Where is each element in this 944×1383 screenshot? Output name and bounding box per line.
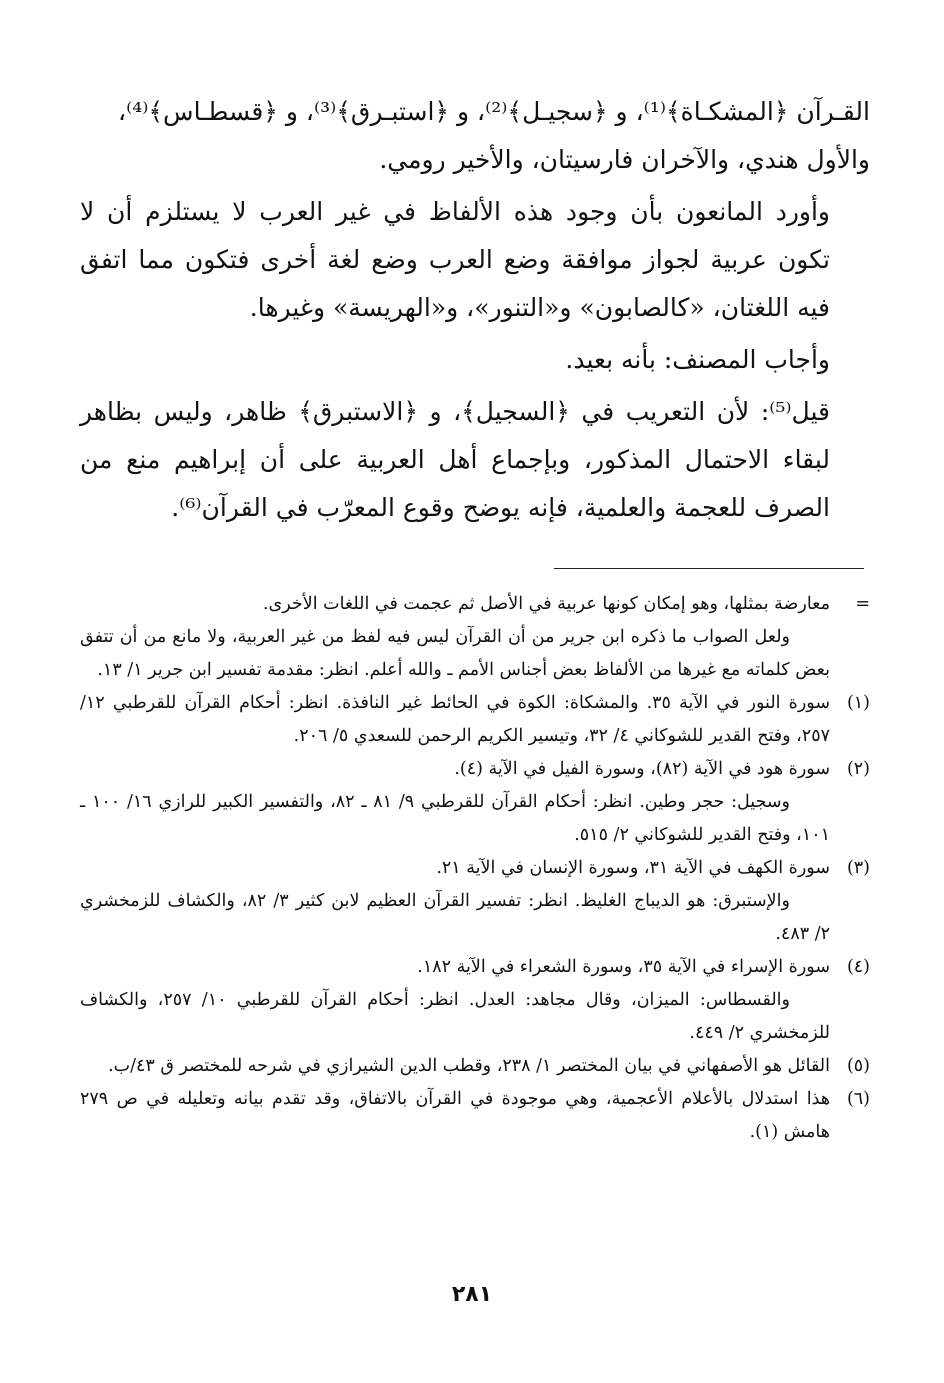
footnote-text: القائل هو الأصفهاني في بيان المختصر ١/ ٢٣٨، وقطب الدين الشيرازي في شرحه للمختصر ق ٤٣/ب. xyxy=(108,1056,830,1076)
footnote-3 xyxy=(80,852,870,885)
continuation-marker: = xyxy=(855,594,870,614)
footnote-number: (٣) xyxy=(846,858,870,878)
footnote-continued xyxy=(80,588,870,621)
footnote-divider xyxy=(554,568,864,569)
footnote-text: سورة النور في الآية ٣٥. والمشكاة: الكوة في الحائط غير النافذة. انظر: أحكام القرآن للقرطبي ١٢/ ٢٥٧، وفتح القدير للشوكاني ٤/ ٣٢، وتيسير الكريم الرحمن للسعدي ٥/ ٢٠٦. xyxy=(80,693,831,746)
footnote-text: سورة الكهف في الآية ٣١، وسورة الإنسان في الآية ٢١. xyxy=(436,858,830,878)
footnote-text: سورة الإسراء في الآية ٣٥، وسورة الشعراء في الآية ١٨٢. xyxy=(417,957,830,977)
footnote-continued-paragraph: ولعل الصواب ما ذكره ابن جرير من أن القرآن ليس فيه لفظ من غير العربية، ولا مانع من أن تتفق بعض كلماته مع غيرها من الألفاظ بعض أجناس الأمم ـ والله أعلم. انظر: مقدمة تفسير ابن جرير ١/ ١٣. xyxy=(80,627,830,680)
footnote-2 xyxy=(80,753,870,786)
footnote-5 xyxy=(80,1050,870,1083)
paragraph-objection: وأورد المانعون بأن وجود هذه الألفاظ في غير العرب لا يستلزم أن لا تكون عربية لجواز موافقة وضع العرب وضع لغة أخرى فتكون مما اتفق فيه اللغتان، «كالصابون» و«التنور»، و«الهريسة» وغيرها. xyxy=(80,197,830,322)
paragraph-answer: وأجاب المصنف: بأنه بعيد. xyxy=(565,345,830,374)
footnote-3-continuation: والإستبرق: هو الديباج الغليظ. انظر: تفسير القرآن العظيم لابن كثير ٣/ ٨٢، والكشاف للزمخشري ٢/ ٤٨٣. xyxy=(80,891,830,944)
footnote-2-continuation: وسجيل: حجر وطين. انظر: أحكام القرآن للقرطبي ٩/ ٨١ ـ ٨٢، والتفسير الكبير للرازي ١٦/ ١٠٠ ـ ١٠١، وفتح القدير للشوكاني ٢/ ٥١٥. xyxy=(80,792,830,845)
footnote-1 xyxy=(80,687,870,753)
main-text xyxy=(80,88,870,532)
footnotes xyxy=(80,588,870,1149)
footnote-text: هذا استدلال بالأعلام الأعجمية، وهي موجودة في القرآن بالاتفاق، وقد تقدم بيانه وتعليله في ص ٢٧٩ هامش (١). xyxy=(80,1089,830,1142)
page-number: ٢٨١ xyxy=(451,1282,493,1307)
footnote-number: (٥) xyxy=(846,1056,870,1076)
body-line-2: والأول هندي، والآخران فارسيتان، والأخير رومي. xyxy=(379,145,870,174)
footnote-number: (٢) xyxy=(846,759,870,779)
paragraph-argument: قيل⁽⁵⁾: لأن التعريب في ﴿السجيل﴾، و ﴿الاستبرق﴾ ظاهر، وليس بظاهر لبقاء الاحتمال المذكور، وبإجماع أهل العربية على أن إبراهيم منع من الصرف للعجمة والعلمية، فإنه يوضح وقوع المعرّب في القرآن⁽⁶⁾. xyxy=(80,397,830,522)
footnote-4 xyxy=(80,951,870,984)
footnote-6 xyxy=(80,1083,870,1149)
footnote-number: (٦) xyxy=(846,1089,870,1109)
footnote-number: (٤) xyxy=(846,957,870,977)
body-line-1: القـرآن ﴿المشكـاة﴾⁽¹⁾، و ﴿سجيـل﴾⁽²⁾، و ﴿استبـرق﴾⁽³⁾، و ﴿قسطـاس﴾⁽⁴⁾، xyxy=(118,97,870,126)
footnote-4-continuation: والقسطاس: الميزان، وقال مجاهد: العدل. انظر: أحكام القرآن للقرطبي ١٠/ ٢٥٧، والكشاف للزمخشري ٢/ ٤٤٩. xyxy=(80,990,830,1043)
footnote-text: سورة هود في الآية (٨٢)، وسورة الفيل في الآية (٤). xyxy=(454,759,830,779)
footnote-number: (١) xyxy=(846,693,870,713)
footnote-continued-text: معارضة بمثلها، وهو إمكان كونها عربية في الأصل ثم عجمت في اللغات الأخرى. xyxy=(262,594,830,614)
